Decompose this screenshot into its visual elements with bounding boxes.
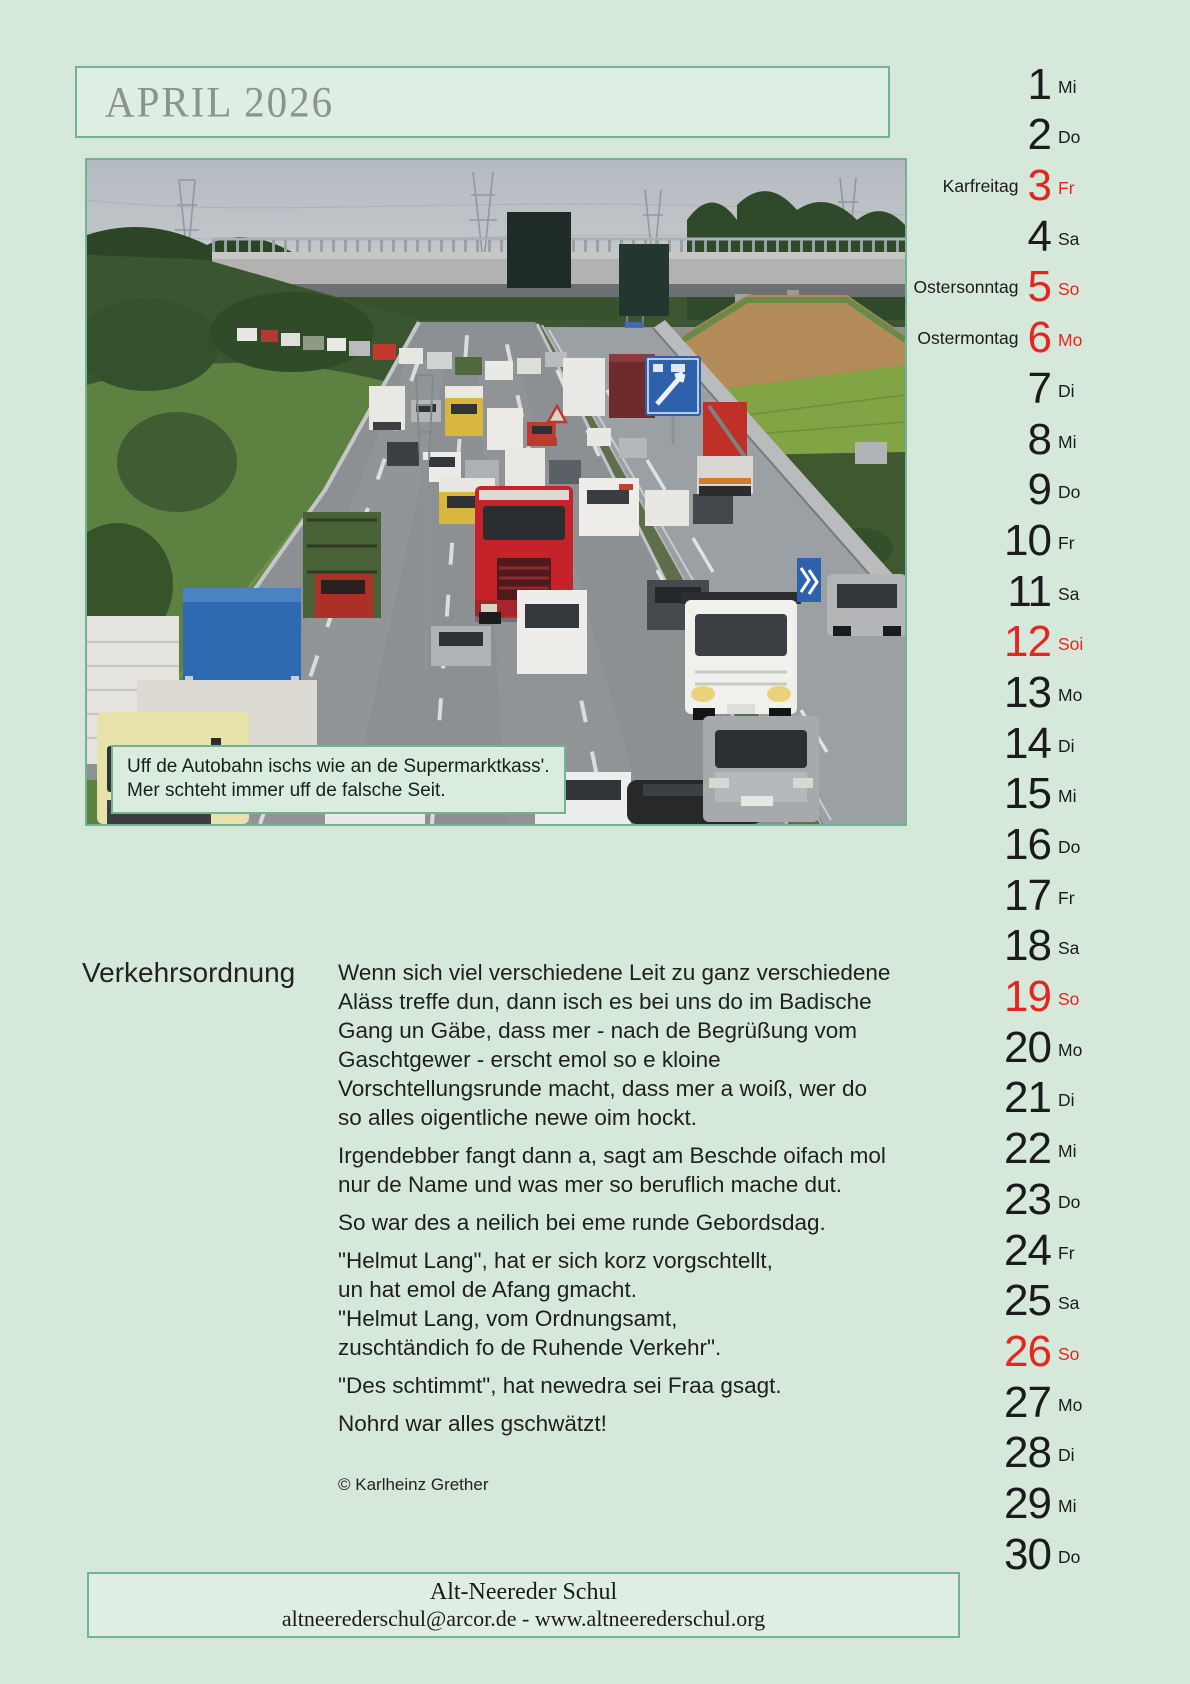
photo-caption-line2: Mer schteht immer uff de falsche Seit.	[127, 780, 446, 801]
day-number: 14	[1004, 718, 1051, 768]
calendar-day-row	[794, 1070, 1094, 1121]
calendar-day-row	[794, 56, 1094, 107]
story-line: Vorschtellungsrunde macht, dass mer a woiß, wer do	[338, 1076, 867, 1101]
day-number: 26	[1004, 1326, 1051, 1376]
weekday-abbr: Mi	[1058, 431, 1077, 452]
weekday-abbr: Mo	[1058, 1039, 1083, 1060]
calendar-day-row	[794, 411, 1094, 462]
day-number: 5	[1027, 262, 1051, 312]
day-number: 29	[1004, 1478, 1051, 1528]
day-number: 7	[1027, 363, 1051, 413]
weekday-abbr: Di	[1058, 735, 1075, 756]
day-number: 24	[1004, 1225, 1051, 1275]
weekday-abbr: Mo	[1058, 330, 1083, 351]
day-number: 17	[1004, 870, 1051, 920]
weekday-abbr: So	[1058, 989, 1080, 1010]
calendar-day-row	[794, 462, 1094, 513]
day-number: 1	[1027, 59, 1051, 109]
footer-contact: altneerederschul@arcor.de - www.altneerederschul.org	[281, 1606, 766, 1631]
weekday-abbr: Di	[1058, 1445, 1075, 1466]
day-number: 25	[1004, 1276, 1051, 1326]
calendar-day-row	[794, 918, 1094, 969]
month-header-box	[75, 66, 890, 138]
story-line: Gaschtgewer - erscht emol so e kloine	[338, 1047, 721, 1072]
holiday-label: Ostersonntag	[913, 277, 1019, 298]
day-number: 23	[1004, 1174, 1051, 1224]
day-number: 30	[1004, 1529, 1051, 1579]
weekday-abbr: Fr	[1058, 1242, 1075, 1263]
day-number: 20	[1004, 1022, 1051, 1072]
calendar-day-row	[794, 309, 1094, 363]
weekday-abbr: Di	[1058, 380, 1075, 401]
story-line: Wenn sich viel verschiedene Leit zu ganz verschiedene	[338, 960, 891, 985]
calendar-day-row	[794, 766, 1094, 817]
day-number: 19	[1004, 972, 1051, 1022]
story-line: "Helmut Lang, vom Ordnungsamt,	[338, 1306, 678, 1331]
weekday-abbr: Do	[1058, 837, 1081, 857]
weekday-abbr: Fr	[1058, 887, 1075, 908]
day-number: 2	[1027, 110, 1051, 160]
day-number: 4	[1027, 211, 1051, 261]
story-line: Nohrd war alles gschwätzt!	[338, 1411, 607, 1436]
weekday-abbr: Do	[1058, 1191, 1081, 1212]
calendar-day-row	[794, 1222, 1094, 1273]
story-line: so alles oigentliche newe oim hockt.	[338, 1105, 697, 1130]
weekday-abbr: Sa	[1058, 583, 1080, 604]
day-number: 6	[1027, 313, 1051, 363]
weekday-abbr: Sa	[1058, 228, 1080, 249]
weekday-abbr: So	[1058, 279, 1080, 300]
footer-box	[87, 1572, 960, 1638]
calendar-day-row	[794, 208, 1094, 259]
story-line: "Helmut Lang", hat er sich korz vorgschtellt,	[338, 1248, 773, 1273]
story-title: Verkehrsordnung	[82, 957, 296, 988]
holiday-label: Karfreitag	[942, 176, 1019, 197]
calendar-day-row	[794, 968, 1094, 1022]
weekday-abbr: Mi	[1058, 76, 1077, 97]
calendar-day-row	[794, 1425, 1094, 1476]
calendar-day-row	[794, 1171, 1094, 1222]
calendar-day-row	[794, 816, 1094, 867]
weekday-abbr: Sa	[1058, 938, 1080, 959]
weekday-abbr: Fr	[1058, 532, 1075, 553]
traffic-jam-photo	[85, 158, 907, 826]
weekday-abbr: Do	[1058, 1546, 1081, 1567]
calendar-day-row	[794, 360, 1094, 411]
day-number: 15	[1004, 769, 1051, 819]
weekday-abbr: Sa	[1058, 1293, 1080, 1314]
weekday-abbr: Mi	[1058, 786, 1077, 807]
photo-caption	[111, 745, 566, 814]
calendar-day-row	[794, 1475, 1094, 1526]
calendar-day-row	[794, 157, 1094, 211]
day-number: 18	[1004, 921, 1051, 971]
calendar-day-row	[794, 107, 1094, 158]
story-line: Gang un Gäbe, dass mer - nach de Begrüßung vom	[338, 1018, 858, 1043]
calendar-column	[794, 56, 1094, 1577]
calendar-day-row	[794, 259, 1094, 310]
day-number: 8	[1027, 414, 1051, 464]
day-number: 16	[1004, 820, 1051, 869]
weekday-abbr: Soi	[1058, 634, 1084, 655]
day-number: 11	[1007, 566, 1051, 616]
weekday-abbr: So	[1058, 1343, 1080, 1364]
day-number: 22	[1004, 1124, 1051, 1174]
weekday-abbr: Do	[1058, 127, 1081, 148]
weekday-abbr: Mi	[1058, 1141, 1077, 1162]
weekday-abbr: Mo	[1058, 684, 1083, 705]
story-line: "Des schtimmt", hat newedra sei Fraa gsagt.	[338, 1373, 782, 1398]
day-number: 27	[1004, 1377, 1051, 1427]
traffic-scene	[87, 160, 905, 824]
story-line: So war des a neilich bei eme runde Gebordsdag.	[338, 1210, 826, 1235]
day-number: 28	[1004, 1428, 1051, 1478]
calendar-day-row	[794, 1323, 1094, 1374]
calendar-day-row	[794, 867, 1094, 918]
story-line: un hat emol de Afang gmacht.	[338, 1277, 637, 1302]
holiday-label: Ostermontag	[917, 328, 1019, 349]
weekday-abbr: Mo	[1058, 1394, 1083, 1415]
story-line: Irgendebber fangt dann a, sagt am Beschde oifach mol	[338, 1143, 886, 1168]
footer-school-name: Alt-Neereder Schul	[429, 1579, 618, 1605]
day-number: 21	[1004, 1073, 1051, 1123]
calendar-day-row	[794, 1374, 1094, 1425]
day-number: 10	[1004, 515, 1051, 565]
calendar-day-row	[794, 1019, 1094, 1070]
calendar-day-row	[794, 715, 1094, 766]
calendar-day-row	[794, 664, 1094, 715]
calendar-day-row	[794, 1273, 1094, 1324]
story-line: Aläss treffe dun, dann isch es bei uns do im Badische	[338, 989, 872, 1014]
calendar-day-row	[794, 614, 1094, 665]
day-number: 12	[1004, 617, 1051, 667]
month-title: APRIL 2026	[105, 77, 335, 127]
story-line: zuschtändich fo de Ruhende Verkehr".	[338, 1335, 722, 1360]
calendar-day-row	[794, 563, 1094, 614]
weekday-abbr: Fr	[1058, 178, 1075, 199]
day-number: 3	[1027, 161, 1051, 211]
photo-caption-line1: Uff de Autobahn ischs wie an de Supermarktkass'.	[127, 756, 550, 777]
calendar-day-row	[794, 512, 1094, 563]
weekday-abbr: Do	[1058, 482, 1081, 503]
day-number: 13	[1004, 667, 1051, 717]
day-number: 9	[1027, 465, 1051, 515]
story-line: nur de Name und was mer so beruflich mache dut.	[338, 1172, 842, 1197]
calendar-day-row	[794, 1120, 1094, 1174]
story-credit: © Karlheinz Grether	[338, 1475, 489, 1494]
weekday-abbr: Di	[1058, 1090, 1075, 1111]
calendar-day-row	[794, 1526, 1094, 1577]
weekday-abbr: Mi	[1058, 1495, 1077, 1516]
